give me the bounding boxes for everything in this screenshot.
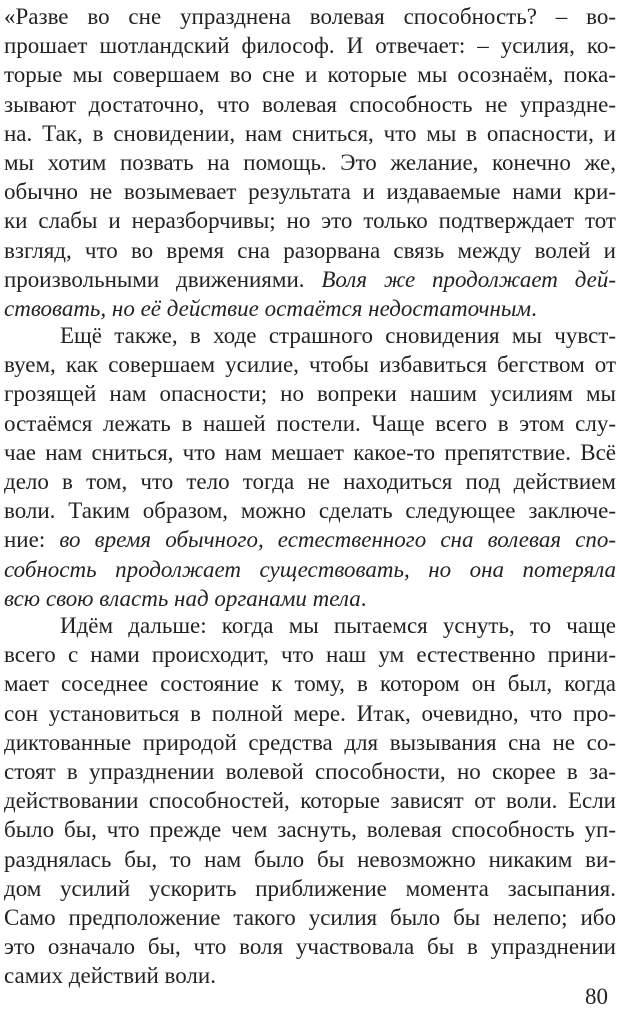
text-line xyxy=(4,409,616,438)
text-run: вуем, как совершаем усилие, чтобы избавиться бегством от xyxy=(4,352,616,378)
paragraph-3 xyxy=(4,611,616,990)
text-line xyxy=(4,438,616,467)
text-line xyxy=(4,757,616,786)
italic-text: во время обычного, естественного сна волевая спо- xyxy=(59,527,616,553)
paragraph-1 xyxy=(4,2,616,323)
text-line xyxy=(4,584,616,613)
text-line xyxy=(4,350,616,379)
text-line xyxy=(4,148,616,177)
text-run: произвольными движениями. xyxy=(4,266,322,292)
text-run: Идём дальше: когда мы пытаемся уснуть, то чаще xyxy=(60,613,616,638)
text-line xyxy=(4,728,616,757)
text-line xyxy=(4,265,616,294)
text-line xyxy=(4,496,616,525)
text-line xyxy=(4,611,616,640)
italic-text: Воля же продолжает дей- xyxy=(321,266,616,292)
text-line xyxy=(4,845,616,874)
text-run: мает соседнее состояние к тому, в котором он был, когда xyxy=(4,671,616,697)
text-run: «Разве во сне упразднена волевая способность? – во- xyxy=(4,4,616,29)
text-line xyxy=(4,321,616,350)
text-run: торые мы совершаем во сне и которые мы осознаём, пока- xyxy=(4,62,616,88)
text-run: дело в том, что тело тогда не находиться под действием xyxy=(4,468,616,494)
text-line xyxy=(4,294,616,323)
text-line xyxy=(4,379,616,408)
text-run: Само предположение такого усилия было бы нелепо; ибо xyxy=(4,904,616,930)
text-line xyxy=(4,815,616,844)
italic-text: ствовать, но её действие остаётся недостаточным xyxy=(4,295,532,321)
italic-text: всю свою власть над органами тела xyxy=(4,585,361,611)
text-run: взгляд, что во время сна разорвана связь между волей и xyxy=(4,237,616,263)
text-line xyxy=(4,525,616,554)
text-line xyxy=(4,177,616,206)
text-line xyxy=(4,640,616,669)
text-run: дом усилий ускорить приближение момента засыпания. xyxy=(4,875,616,901)
text-run: остаёмся лежать в нашей постели. Чаще всего в этом слу- xyxy=(4,410,616,436)
text-line xyxy=(4,555,616,584)
text-run: действовании способностей, которые зависят от воли. Если xyxy=(4,788,616,814)
text-line xyxy=(4,669,616,698)
text-run: . xyxy=(531,295,537,321)
text-run: грозящей нам опасности; но вопреки нашим усилиям мы xyxy=(4,381,616,407)
paragraph-2 xyxy=(4,321,616,613)
text-run: диктованные природой средства для вызывания сна не со- xyxy=(4,729,616,755)
text-run: чае нам сниться, что нам мешает какое-то препятствие. Всё xyxy=(4,439,616,465)
text-run: Ещё также, в ходе страшного сновидения мы чувст- xyxy=(60,323,616,348)
text-line xyxy=(4,119,616,148)
italic-text: собность продолжает существовать, но она потеряла xyxy=(4,556,616,582)
text-run: обычно не возымевает результата и издаваемые нами кри- xyxy=(4,179,616,205)
text-line xyxy=(4,2,616,31)
text-line xyxy=(4,699,616,728)
text-line xyxy=(4,874,616,903)
text-run: прошает шотландский философ. И отвечает: – усилия, ко- xyxy=(4,33,616,59)
text-run: стоят в упразднении волевой способности, но скорее в за- xyxy=(4,758,616,784)
text-run: воли. Таким образом, можно сделать следующее заключе- xyxy=(4,498,616,524)
text-run: мы хотим позвать на помощь. Это желание, конечно же, xyxy=(4,149,616,175)
text-run: самих действий воли. xyxy=(4,963,216,989)
text-run: это означало бы, что воля участвовала бы в упразднении xyxy=(4,934,616,960)
text-line xyxy=(4,31,616,60)
text-line xyxy=(4,961,616,990)
text-line xyxy=(4,467,616,496)
text-line xyxy=(4,932,616,961)
text-line xyxy=(4,236,616,265)
text-line xyxy=(4,903,616,932)
text-run: ки слабы и неразборчивы; но это только подтверждает тот xyxy=(4,208,616,234)
text-line xyxy=(4,60,616,89)
text-run: зывают достаточно, что волевая способность не упраздне- xyxy=(4,91,616,117)
text-run: . xyxy=(360,585,367,611)
text-run: ние: xyxy=(4,527,60,553)
text-run: разднялась бы, то нам было бы невозможно никаким ви- xyxy=(4,846,616,872)
text-run: на. Так, в сновидении, нам сниться, что мы в опасности, и xyxy=(4,120,616,146)
page-number: 80 xyxy=(585,984,608,1009)
text-line xyxy=(4,786,616,815)
text-run: сон установиться в полной мере. Итак, очевидно, что про- xyxy=(4,700,616,726)
text-line xyxy=(4,90,616,119)
text-run: всего с нами происходит, что наш ум естественно прини- xyxy=(4,642,616,668)
text-line xyxy=(4,206,616,235)
text-run: было бы, что прежде чем заснуть, волевая способность уп- xyxy=(4,817,616,843)
